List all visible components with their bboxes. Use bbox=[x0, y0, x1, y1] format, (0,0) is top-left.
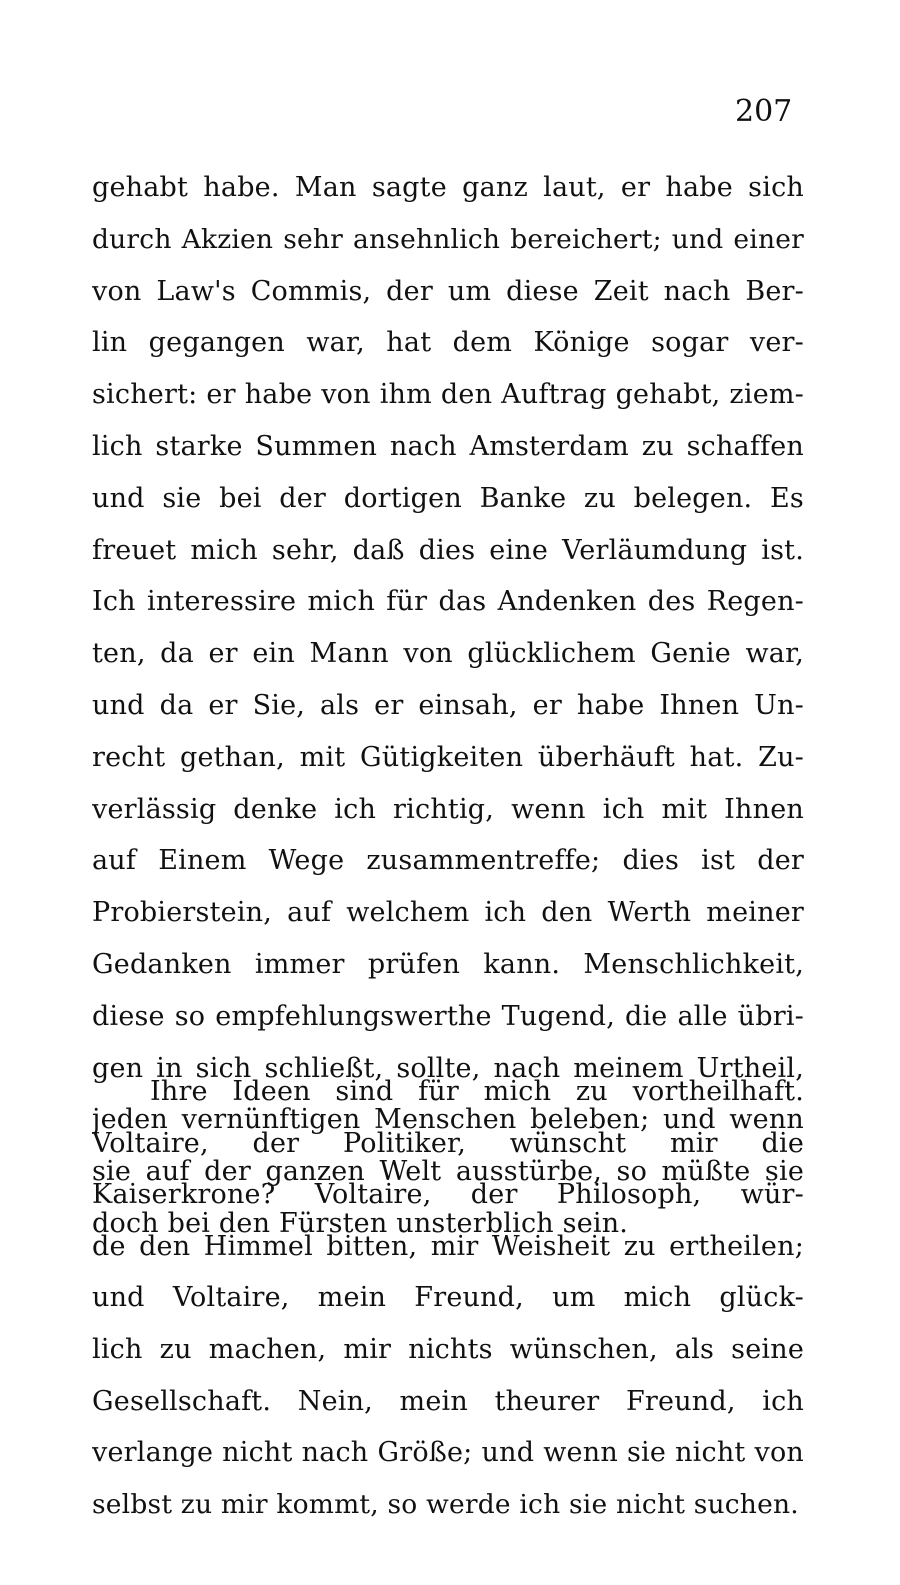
text-line: verlange nicht nach Größe; und wenn sie nicht von bbox=[92, 1437, 804, 1469]
text-line: de den Himmel bitten, mir Weisheit zu ertheilen; bbox=[92, 1230, 804, 1262]
text-line: verlässig denke ich richtig, wenn ich mit Ihnen bbox=[92, 793, 804, 825]
text-line: von Law's Commis, der um diese Zeit nach Ber- bbox=[92, 275, 804, 307]
text-line: Gesellschaft. Nein, mein theurer Freund, ich bbox=[92, 1385, 804, 1417]
text-line: lich zu machen, mir nichts wünschen, als seine bbox=[92, 1333, 804, 1365]
text-line: Gedanken immer prüfen kann. Menschlichkeit, bbox=[92, 948, 804, 980]
text-line: sichert: er habe von ihm den Auftrag gehabt, ziem- bbox=[92, 379, 804, 411]
text-line: Voltaire, der Politiker, wünscht mir die bbox=[92, 1127, 804, 1159]
text-line: und da er Sie, als er einsah, er habe Ihnen Un- bbox=[92, 689, 804, 721]
text-line: lin gegangen war, hat dem Könige sogar ver- bbox=[92, 327, 804, 359]
text-line: recht gethan, mit Gütigkeiten überhäuft hat. Zu- bbox=[92, 741, 804, 773]
text-line: doch bei den Fürsten unsterblich sein. bbox=[92, 1207, 629, 1239]
text-line: ten, da er ein Mann von glücklichem Genie war, bbox=[92, 638, 804, 670]
text-line: Probierstein, auf welchem ich den Werth meiner bbox=[92, 897, 804, 929]
text-line: selbst zu mir kommt, so werde ich sie nicht suchen. bbox=[92, 1488, 799, 1520]
text-line: lich starke Summen nach Amsterdam zu schaffen bbox=[92, 430, 804, 462]
text-line: und Voltaire, mein Freund, um mich glück- bbox=[92, 1282, 804, 1314]
text-line: freuet mich sehr, daß dies eine Verläumdung ist. bbox=[92, 534, 804, 566]
text-line: gen in sich schließt, sollte, nach meinem Urtheil, bbox=[92, 1052, 804, 1084]
text-line: auf Einem Wege zusammentreffe; dies ist der bbox=[92, 845, 804, 877]
text-line: Ihre Ideen sind für mich zu vortheilhaft. bbox=[150, 1076, 804, 1107]
text-line: durch Akzien sehr ansehnlich bereichert; und einer bbox=[92, 223, 804, 255]
text-line: Ich interessire mich für das Andenken des Regen- bbox=[92, 586, 804, 618]
text-line: und sie bei der dortigen Banke zu belegen. Es bbox=[92, 482, 804, 514]
paragraph-2 bbox=[92, 1066, 804, 1530]
text-line: jeden vernünftigen Menschen beleben; und wenn bbox=[92, 1104, 804, 1136]
text-line: diese so empfehlungswerthe Tugend, die alle übri- bbox=[92, 1000, 804, 1032]
text-line: gehabt habe. Man sagte ganz laut, er habe sich bbox=[92, 172, 804, 203]
text-line: sie auf der ganzen Welt ausstürbe, so müßte sie bbox=[92, 1156, 804, 1188]
text-line: Kaiserkrone? Voltaire, der Philosoph, wür- bbox=[92, 1179, 804, 1211]
page-number: 207 bbox=[735, 94, 793, 129]
